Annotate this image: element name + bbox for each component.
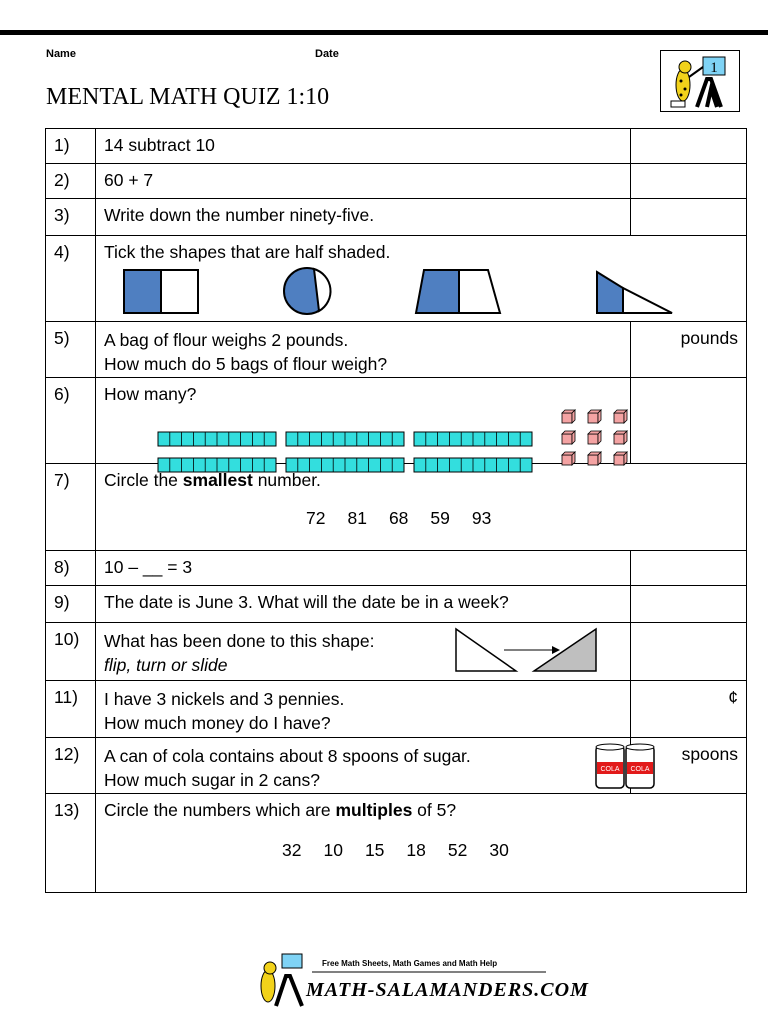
svg-text:COLA: COLA	[630, 766, 650, 773]
question-row	[46, 551, 747, 586]
question-line-2: flip, turn or slide	[104, 655, 228, 675]
question-number: 7)	[46, 464, 96, 551]
unit-cube	[588, 410, 601, 423]
question-number: 6)	[46, 378, 96, 464]
salamander-icon	[261, 970, 275, 1002]
question-number: 9)	[46, 586, 96, 623]
question-row	[46, 164, 747, 199]
triangle-shape[interactable]	[597, 272, 672, 313]
question-row	[46, 322, 747, 378]
ten-rod	[414, 432, 532, 446]
number-option[interactable]: 52	[447, 840, 468, 860]
cola-cans	[594, 742, 658, 792]
question-row	[46, 464, 747, 551]
number-option[interactable]: 81	[347, 508, 367, 528]
question-number: 3)	[46, 199, 96, 236]
number-option[interactable]: 72	[306, 508, 326, 528]
cola-can-icon	[626, 744, 654, 788]
answer-unit: pounds	[680, 328, 738, 348]
answer-unit: spoons	[681, 744, 738, 764]
unit-cubes	[562, 410, 627, 465]
rectangle-shape[interactable]	[124, 270, 198, 313]
question-row	[46, 378, 747, 464]
half-shaded-shapes	[116, 266, 736, 318]
answer-box[interactable]	[631, 129, 747, 164]
number-option[interactable]: 32	[282, 840, 302, 860]
top-rule	[0, 30, 768, 35]
answer-box[interactable]	[631, 164, 747, 199]
number-option[interactable]: 18	[406, 840, 426, 860]
unit-cube	[562, 431, 575, 444]
question-number: 12)	[46, 738, 96, 794]
question-text	[96, 681, 631, 738]
date-label: Date	[315, 48, 339, 60]
number-options	[306, 508, 513, 529]
answer-box[interactable]	[631, 322, 747, 378]
question-line-1: I have 3 nickels and 3 pennies.	[104, 689, 345, 709]
question-label: How many?	[104, 384, 197, 404]
question-number: 11)	[46, 681, 96, 738]
question-number: 5)	[46, 322, 96, 378]
question-text	[96, 378, 631, 464]
question-line-1: What has been done to this shape:	[104, 631, 375, 651]
answer-box[interactable]	[631, 199, 747, 236]
question-text: The date is June 3. What will the date be in a week?	[96, 586, 631, 623]
number-options	[282, 840, 531, 861]
quiz-table	[45, 128, 747, 893]
footer-tagline: Free Math Sheets, Math Games and Math Help	[322, 959, 498, 968]
ten-rod	[158, 432, 276, 446]
page-title: MENTAL MATH QUIZ 1:10	[46, 84, 330, 110]
question-line-2: How much do 5 bags of flour weigh?	[104, 354, 388, 374]
question-number: 1)	[46, 129, 96, 164]
question-row	[46, 738, 747, 794]
svg-text:COLA: COLA	[600, 766, 620, 773]
question-number: 10)	[46, 623, 96, 681]
question-line-2: How much money do I have?	[104, 713, 331, 733]
question-row	[46, 794, 747, 893]
question-text	[96, 738, 650, 794]
base-ten-blocks	[96, 378, 616, 462]
question-number: 8)	[46, 551, 96, 586]
question-text	[96, 322, 631, 378]
question-text: Circle the numbers which are multiples of 5? 32 10 15 18 52 30	[96, 794, 747, 893]
question-line-2: How much sugar in 2 cans?	[104, 770, 320, 790]
question-number: 2)	[46, 164, 96, 199]
question-row	[46, 623, 747, 681]
number-option[interactable]: 15	[364, 840, 385, 860]
question-label: Tick the shapes that are half shaded.	[104, 242, 391, 262]
question-line-1: A can of cola contains about 8 spoons of sugar.	[104, 746, 471, 766]
question-text: 60 + 7	[96, 164, 631, 199]
number-option[interactable]: 93	[471, 508, 492, 528]
question-text: Write down the number ninety-five.	[96, 199, 631, 236]
salamander-logo	[660, 50, 740, 112]
unit-cube	[614, 431, 627, 444]
answer-box[interactable]	[631, 623, 747, 681]
answer-box[interactable]	[631, 681, 747, 738]
answer-unit: ¢	[728, 687, 738, 707]
number-option[interactable]: 10	[323, 840, 343, 860]
transform-diagram	[448, 625, 608, 677]
unit-cube	[614, 410, 627, 423]
unit-cube	[588, 431, 601, 444]
answer-box[interactable]	[631, 378, 747, 464]
cola-can-icon	[596, 744, 624, 788]
unit-cube	[562, 410, 575, 423]
question-text	[96, 623, 631, 681]
answer-box[interactable]	[631, 586, 747, 623]
footer-logo	[250, 950, 589, 1010]
question-line-1: A bag of flour weighs 2 pounds.	[104, 330, 349, 350]
question-text: Circle the smallest number. 72 81 68 59 93	[96, 464, 747, 551]
question-number: 13)	[46, 794, 96, 893]
answer-box[interactable]	[631, 551, 747, 586]
question-number: 4)	[46, 236, 96, 322]
logo-badge: 1	[710, 60, 718, 76]
footer-site: MATH-SALAMANDERS.COM	[306, 979, 589, 1001]
question-text: 14 subtract 10	[96, 129, 631, 164]
number-option[interactable]: 30	[489, 840, 509, 860]
question-row	[46, 681, 747, 738]
question-row	[46, 236, 747, 322]
question-row	[46, 199, 747, 236]
question-row	[46, 586, 747, 623]
circle-shape[interactable]	[284, 268, 331, 314]
number-option[interactable]: 59	[430, 508, 450, 528]
ten-rod	[286, 432, 404, 446]
number-option[interactable]: 68	[388, 508, 409, 528]
trapezoid-shape[interactable]	[416, 270, 500, 313]
name-label: Name	[46, 48, 76, 60]
question-text	[96, 236, 747, 322]
question-text: 10 – __ = 3	[96, 551, 631, 586]
question-row	[46, 129, 747, 164]
